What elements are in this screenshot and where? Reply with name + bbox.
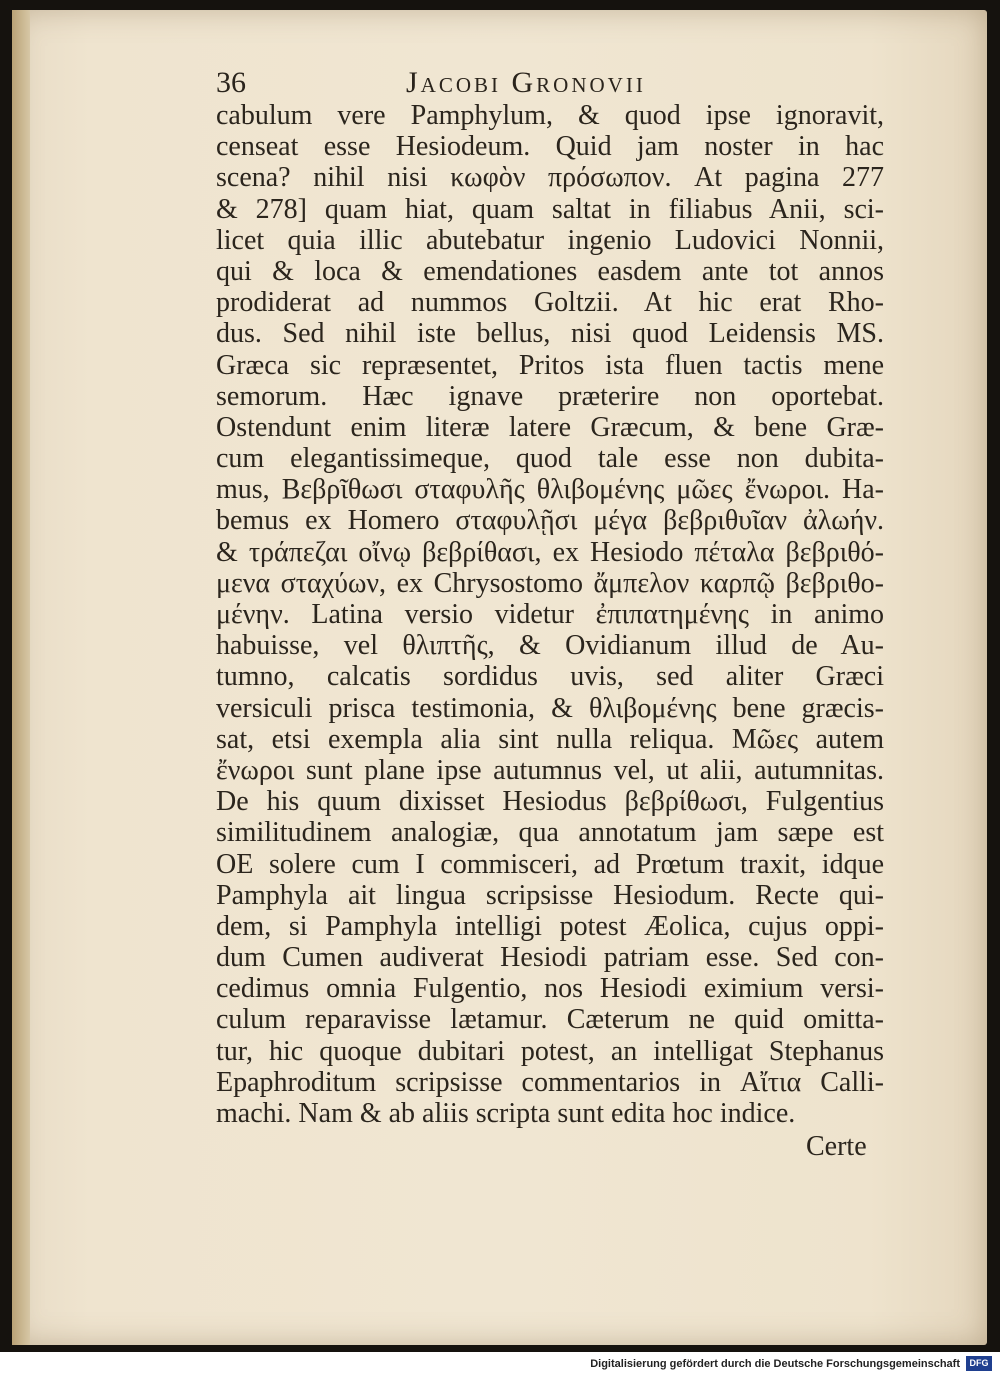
text-line: tumno, calcatis sordidus uvis, sed aliter Græci bbox=[216, 661, 884, 693]
footer-bar bbox=[0, 1352, 1000, 1377]
text-line: licet quia illic abutebatur ingenio Ludovici Nonnii, bbox=[216, 224, 884, 256]
text-line: Ostendunt enim literæ latere Græcum, & bene Græ- bbox=[216, 411, 884, 443]
text-line: cabulum vere Pamphylum, & quod ipse ignoravit, bbox=[216, 100, 884, 131]
catchword: Certe bbox=[806, 1131, 867, 1162]
text-line: & 278] quam hiat, quam saltat in filiabus Anii, sci- bbox=[216, 193, 884, 225]
text-line: OE solere cum I commisceri, ad Prœtum traxit, idque bbox=[216, 848, 884, 880]
text-line: Pamphyla ait lingua scripsisse Hesiodum. Recte qui- bbox=[216, 879, 884, 911]
text-line: scena? nihil nisi κωφὸν πρόσωπον. At pagina 277 bbox=[216, 162, 884, 194]
text-line: censeat esse Hesiodeum. Quid jam noster in hac bbox=[216, 131, 884, 163]
body-text bbox=[216, 100, 884, 1129]
text-line: semorum. Hæc ignave præterire non oportebat. bbox=[216, 380, 884, 412]
text-line: habuisse, vel θλιπτῆς, & Ovidianum illud de Au- bbox=[216, 630, 884, 662]
text-line: μενα σταχύων, ex Chrysostomo ἄμπελον καρπῷ βεβριθο- bbox=[216, 567, 884, 599]
text-line: tur, hic quoque dubitari potest, an intelligat Stephanus bbox=[216, 1035, 884, 1067]
page-gutter bbox=[12, 10, 30, 1345]
text-line: μένην. Latina versio videtur ἐπιπατημένης in animo bbox=[216, 599, 884, 630]
text-line: machi. Nam & ab aliis scripta sunt edita hoc indice. bbox=[216, 1098, 796, 1129]
text-line: dum Cumen audiverat Hesiodi patriam esse. Sed con- bbox=[216, 942, 884, 974]
text-line: dem, si Pamphyla intelligi potest Æolica, cujus oppi- bbox=[216, 910, 884, 942]
funding-credit: Digitalisierung gefördert durch die Deutsche Forschungsgemeinschaft bbox=[590, 1358, 960, 1370]
text-line: versiculi prisca testimonia, & θλιβομένης bene græcis- bbox=[216, 692, 884, 724]
text-line: qui & loca & emendationes easdem ante tot annos bbox=[216, 255, 884, 287]
text-line: cum elegantissimeque, quod tale esse non dubita- bbox=[216, 443, 884, 475]
text-line: De his quum dixisset Hesiodus βεβρίθωσι, Fulgentius bbox=[216, 786, 884, 818]
text-line: ἔνωροι sunt plane ipse autumnus vel, ut alii, autumnitas. bbox=[216, 754, 884, 786]
text-line: Epaphroditum scripsisse commentarios in Αἴτια Calli- bbox=[216, 1066, 884, 1098]
text-line: Græca sic repræsentet, Pritos ista fluen tactis mene bbox=[216, 349, 884, 381]
text-line: culum reparavisse lætamur. Cæterum ne quid omitta- bbox=[216, 1004, 884, 1036]
dfg-logo: DFG bbox=[966, 1356, 992, 1371]
text-line: bemus ex Homero σταφυλῇσι μέγα βεβριθυῖαν ἀλωήν. bbox=[216, 505, 884, 537]
text-line: similitudinem analogiæ, qua annotatum jam sæpe est bbox=[216, 817, 884, 849]
text-line: & τράπεζαι οἴνῳ βεβρίθασι, ex Hesiodo πέταλα βεβριθό- bbox=[216, 536, 884, 568]
text-line: prodiderat ad nummos Goltzii. At hic erat Rho- bbox=[216, 287, 884, 319]
running-title: Jacobi Gronovii bbox=[406, 66, 646, 99]
text-line: mus, Βεβρῖθωσι σταφυλῆς θλιβομένης μῶες ἔνωροι. Ha- bbox=[216, 474, 884, 506]
page-number: 36 bbox=[216, 66, 246, 99]
text-line: dus. Sed nihil iste bellus, nisi quod Leidensis MS. bbox=[216, 318, 884, 350]
text-line: sat, etsi exempla alia sint nulla reliqua. Μῶες autem bbox=[216, 723, 884, 755]
text-line: cedimus omnia Fulgentio, nos Hesiodi eximium versi- bbox=[216, 973, 884, 1005]
